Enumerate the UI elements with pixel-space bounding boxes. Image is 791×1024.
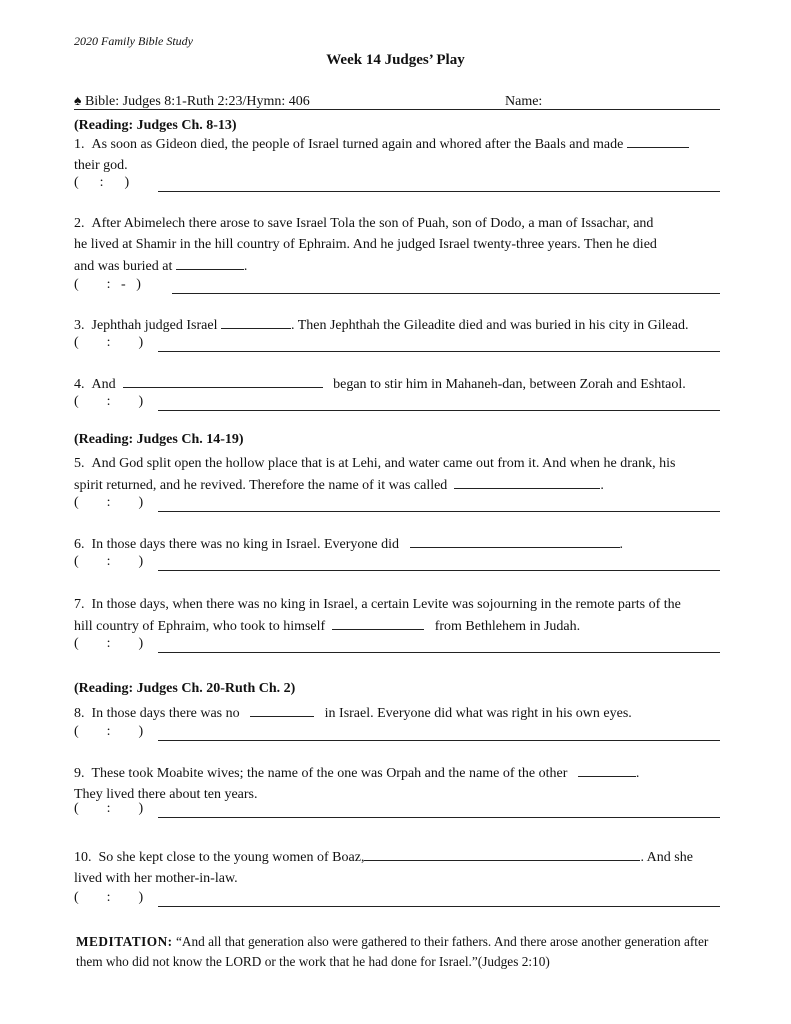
question-text: spirit returned, and he revived. Therefore the name of it was called bbox=[74, 478, 448, 493]
answer-line[interactable] bbox=[158, 570, 720, 571]
question-number: 10. bbox=[74, 850, 92, 865]
verse-reference[interactable]: ( : ) bbox=[74, 394, 144, 409]
question-number: 8. bbox=[74, 706, 85, 721]
reference-row bbox=[74, 394, 720, 414]
question-8 bbox=[74, 702, 720, 724]
answer-line[interactable] bbox=[158, 191, 720, 192]
answer-line[interactable] bbox=[158, 410, 720, 411]
section-heading: (Reading: Judges Ch. 8-13) bbox=[74, 118, 237, 133]
page-title: Week 14 Judges’ Play bbox=[326, 52, 465, 68]
question-text: As soon as Gideon died, the people of Israel turned again and whored after the Baals and made bbox=[91, 137, 624, 152]
answer-line[interactable] bbox=[158, 817, 720, 818]
question-text: These took Moabite wives; the name of the one was Orpah and the name of the other bbox=[91, 766, 568, 781]
question-5 bbox=[74, 453, 720, 496]
reference-row bbox=[74, 636, 720, 656]
question-3 bbox=[74, 314, 720, 336]
answer-line[interactable] bbox=[158, 652, 720, 653]
reference-row bbox=[74, 175, 720, 195]
verse-reference[interactable]: ( : ) bbox=[74, 175, 130, 190]
meditation-label: MEDITATION: bbox=[76, 934, 173, 949]
question-number: 7. bbox=[74, 597, 85, 612]
answer-line[interactable] bbox=[158, 740, 720, 741]
name-field[interactable] bbox=[74, 109, 720, 110]
question-text: and was buried at bbox=[74, 259, 173, 274]
question-text: hill country of Ephraim, who took to himself bbox=[74, 619, 326, 634]
section-heading: (Reading: Judges Ch. 20-Ruth Ch. 2) bbox=[74, 681, 296, 696]
reference-row bbox=[74, 495, 720, 515]
meditation-block bbox=[76, 932, 726, 972]
section-heading: (Reading: Judges Ch. 14-19) bbox=[74, 432, 244, 447]
question-text: from Bethlehem in Judah. bbox=[434, 619, 581, 634]
question-text: lived with her mother-in-law. bbox=[74, 871, 238, 886]
question-text: . bbox=[635, 766, 640, 781]
question-7 bbox=[74, 594, 720, 637]
question-text: . bbox=[619, 537, 624, 552]
answer-line[interactable] bbox=[158, 906, 720, 907]
verse-reference[interactable]: ( : ) bbox=[74, 801, 144, 816]
verse-reference[interactable]: ( : ) bbox=[74, 890, 144, 905]
question-text: their god. bbox=[74, 158, 128, 173]
question-text: . And she bbox=[640, 850, 693, 865]
question-text: In those days there was no king in Israel. Everyone did bbox=[91, 537, 400, 552]
answer-blank[interactable] bbox=[332, 615, 424, 630]
question-text: . Then Jephthah the Gileadite died and was buried in his city in Gilead. bbox=[290, 318, 689, 333]
question-number: 2. bbox=[74, 216, 85, 231]
reference-row bbox=[74, 554, 720, 574]
reference-row bbox=[74, 890, 720, 910]
answer-line[interactable] bbox=[172, 293, 720, 294]
answer-blank[interactable] bbox=[221, 314, 291, 329]
question-1 bbox=[74, 133, 720, 176]
name-label: Name: bbox=[505, 94, 543, 109]
answer-blank[interactable] bbox=[410, 533, 620, 548]
question-6 bbox=[74, 533, 720, 555]
reference-row bbox=[74, 277, 720, 297]
reference-row bbox=[74, 335, 720, 355]
question-number: 6. bbox=[74, 537, 85, 552]
question-text: Jephthah judged Israel bbox=[91, 318, 218, 333]
answer-blank[interactable] bbox=[250, 702, 314, 717]
question-text: . bbox=[243, 259, 248, 274]
question-text: And God split open the hollow place that is at Lehi, and water came out from it. And when he drank, his bbox=[91, 456, 676, 471]
question-number: 4. bbox=[74, 377, 85, 392]
question-text: After Abimelech there arose to save Israel Tola the son of Puah, son of Dodo, a man of Issachar, and bbox=[91, 216, 654, 231]
bible-reading-label: ♠ Bible: Judges 8:1-Ruth 2:23/Hymn: 406 bbox=[74, 94, 310, 109]
question-4 bbox=[74, 373, 720, 395]
question-10 bbox=[74, 846, 720, 889]
question-text: In those days there was no bbox=[91, 706, 240, 721]
question-text: So she kept close to the young women of Boaz, bbox=[98, 850, 365, 865]
question-number: 1. bbox=[74, 137, 85, 152]
bible-name-line bbox=[74, 90, 720, 112]
question-text: In those days, when there was no king in Israel, a certain Levite was sojourning in the remote parts of the bbox=[91, 597, 681, 612]
answer-blank[interactable] bbox=[454, 474, 600, 489]
answer-blank[interactable] bbox=[364, 846, 640, 861]
reference-row bbox=[74, 724, 720, 744]
answer-line[interactable] bbox=[158, 351, 720, 352]
question-number: 5. bbox=[74, 456, 85, 471]
course-header: 2020 Family Bible Study bbox=[74, 34, 193, 48]
answer-blank[interactable] bbox=[176, 255, 244, 270]
verse-reference[interactable]: ( : ) bbox=[74, 495, 144, 510]
answer-line[interactable] bbox=[158, 511, 720, 512]
verse-reference[interactable]: ( : ) bbox=[74, 724, 144, 739]
verse-reference[interactable]: ( : ) bbox=[74, 554, 144, 569]
question-number: 3. bbox=[74, 318, 85, 333]
verse-reference[interactable]: ( : ) bbox=[74, 335, 144, 350]
question-text: . bbox=[600, 478, 604, 493]
question-text: They lived there about ten years. bbox=[74, 787, 258, 802]
verse-reference[interactable]: ( : - ) bbox=[74, 277, 141, 292]
verse-reference[interactable]: ( : ) bbox=[74, 636, 144, 651]
reference-row bbox=[74, 801, 720, 821]
question-2 bbox=[74, 213, 720, 277]
question-text: he lived at Shamir in the hill country of Ephraim. And he judged Israel twenty-three years. Then he died bbox=[74, 237, 657, 252]
answer-blank[interactable] bbox=[627, 133, 689, 148]
question-text: And bbox=[91, 377, 116, 392]
question-number: 9. bbox=[74, 766, 85, 781]
meditation-text: “And all that generation also were gathered to their fathers. And there arose another generation after them who did not know the LORD or the work that he had done for Israel.”(Judges 2:10) bbox=[76, 934, 709, 969]
answer-blank[interactable] bbox=[578, 762, 636, 777]
answer-blank[interactable] bbox=[123, 373, 323, 388]
question-text: in Israel. Everyone did what was right in his own eyes. bbox=[324, 706, 632, 721]
question-9 bbox=[74, 762, 720, 805]
question-text: began to stir him in Mahaneh-dan, between Zorah and Eshtaol. bbox=[333, 377, 686, 392]
